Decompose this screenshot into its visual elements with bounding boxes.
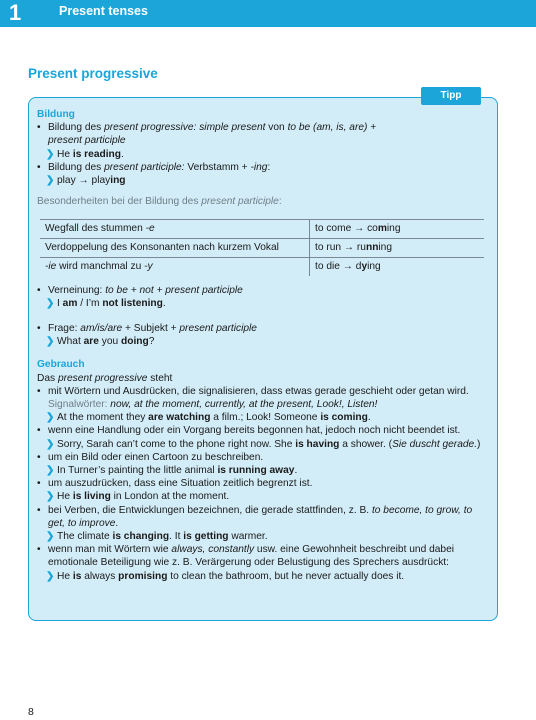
info-box-content [37, 108, 487, 583]
chapter-number: 1 [9, 0, 22, 25]
chevron-right-icon: ❯ [46, 570, 55, 582]
table-row [40, 219, 484, 238]
bildung-example-4: ❯ What are you doing? [46, 336, 155, 348]
bullet-icon: • [37, 451, 41, 463]
bildung-example-1: ❯ He is reading. [46, 148, 124, 160]
bildung-bullet-4: • Frage: am/is/are + Subjekt + present participle [37, 323, 257, 335]
table-row [40, 238, 484, 257]
bullet-icon: • [37, 323, 41, 335]
page-number: 8 [28, 706, 34, 718]
bullet-icon: • [37, 478, 41, 490]
gebrauch-example-1: ❯ At the moment they are watching a film.; Look! Someone is coming. [46, 412, 371, 424]
chapter-title: Present tenses [59, 4, 148, 18]
gebrauch-bullet-3: • um ein Bild oder einen Cartoon zu beschreiben. [37, 451, 264, 463]
table-cell: to run → running [315, 242, 393, 253]
chevron-right-icon: ❯ [46, 297, 55, 309]
bullet-icon: • [37, 544, 41, 556]
table-row [40, 257, 484, 276]
chevron-right-icon: ❯ [46, 465, 55, 477]
gebrauch-example-6: ❯ He is always promising to clean the bathroom, but he never actually does it. [46, 570, 405, 582]
bullet-icon: • [37, 122, 41, 134]
bildung-example-2: ❯ play → playing [46, 175, 126, 187]
table-cell: to die → dying [315, 261, 381, 272]
gebrauch-bullet-5: • bei Verben, die Entwicklungen bezeichnen, die gerade stattfinden, z. B. to become, to grow, to get, to improve. [37, 504, 473, 529]
chevron-right-icon: ❯ [46, 412, 55, 424]
chapter-header [0, 0, 536, 27]
special-cases-note: Besonderheiten bei der Bildung des present participle: [37, 196, 282, 208]
gebrauch-bullet-4: • um auszudrücken, dass eine Situation zeitlich begrenzt ist. [37, 478, 313, 490]
bildung-bullet-1: • Bildung des present progressive: simple present von to be (am, is, are) + present participle [37, 122, 377, 147]
bullet-icon: • [37, 504, 41, 516]
gebrauch-heading: Gebrauch [37, 359, 85, 371]
gebrauch-intro: Das present progressive steht [37, 372, 173, 384]
chevron-right-icon: ❯ [46, 148, 55, 160]
gebrauch-bullet-2: • wenn eine Handlung oder ein Vorgang bereits begonnen hat, jedoch noch nicht beendet ist. [37, 425, 461, 437]
bildung-heading: Bildung [37, 109, 75, 120]
table-cell: to come → coming [315, 223, 401, 234]
bullet-icon: • [37, 385, 41, 397]
gebrauch-example-4: ❯ He is living in London at the moment. [46, 491, 230, 503]
bildung-bullet-2: • Bildung des present participle: Verbstamm + -ing: [37, 161, 271, 173]
table-cell: Wegfall des stummen -e [40, 219, 310, 238]
chevron-right-icon: ❯ [46, 336, 55, 348]
chevron-right-icon: ❯ [46, 175, 55, 187]
bildung-example-3: ❯ I am / I’m not listening. [46, 297, 166, 309]
chevron-right-icon: ❯ [46, 491, 55, 503]
gebrauch-bullet-6: • wenn man mit Wörtern wie always, constantly usw. eine Gewohnheit beschreibt und dabei emotionale Beteiligung wie z. B. Verärgerung oder Belustigung des Sprechers ausdrückt: [37, 544, 455, 569]
chevron-right-icon: ❯ [46, 531, 55, 543]
chevron-right-icon: ❯ [46, 438, 55, 450]
tipp-badge: Tipp [421, 87, 481, 105]
bullet-icon: • [37, 425, 41, 437]
gebrauch-example-3: ❯ In Turner’s painting the little animal is running away. [46, 465, 298, 477]
gebrauch-bullet-1: • mit Wörtern und Ausdrücken, die signalisieren, dass etwas gerade geschieht oder getan wird. Signalwörter: now, at the moment, currently, at the present, Look!, Listen! [37, 385, 469, 411]
bildung-bullet-3: • Verneinung: to be + not + present participle [37, 284, 243, 296]
bullet-icon: • [37, 284, 41, 296]
gebrauch-example-5: ❯ The climate is changing. It is getting warmer. [46, 531, 268, 543]
bullet-icon: • [37, 161, 41, 173]
section-title: Present progressive [28, 66, 158, 81]
gebrauch-example-2: ❯ Sorry, Sarah can’t come to the phone right now. She is having a shower. (Sie duscht gerade.) [46, 438, 481, 450]
table-cell: -ie wird manchmal zu -y [40, 257, 310, 276]
participle-table [40, 219, 484, 276]
table-cell: Verdoppelung des Konsonanten nach kurzem Vokal [40, 238, 310, 257]
